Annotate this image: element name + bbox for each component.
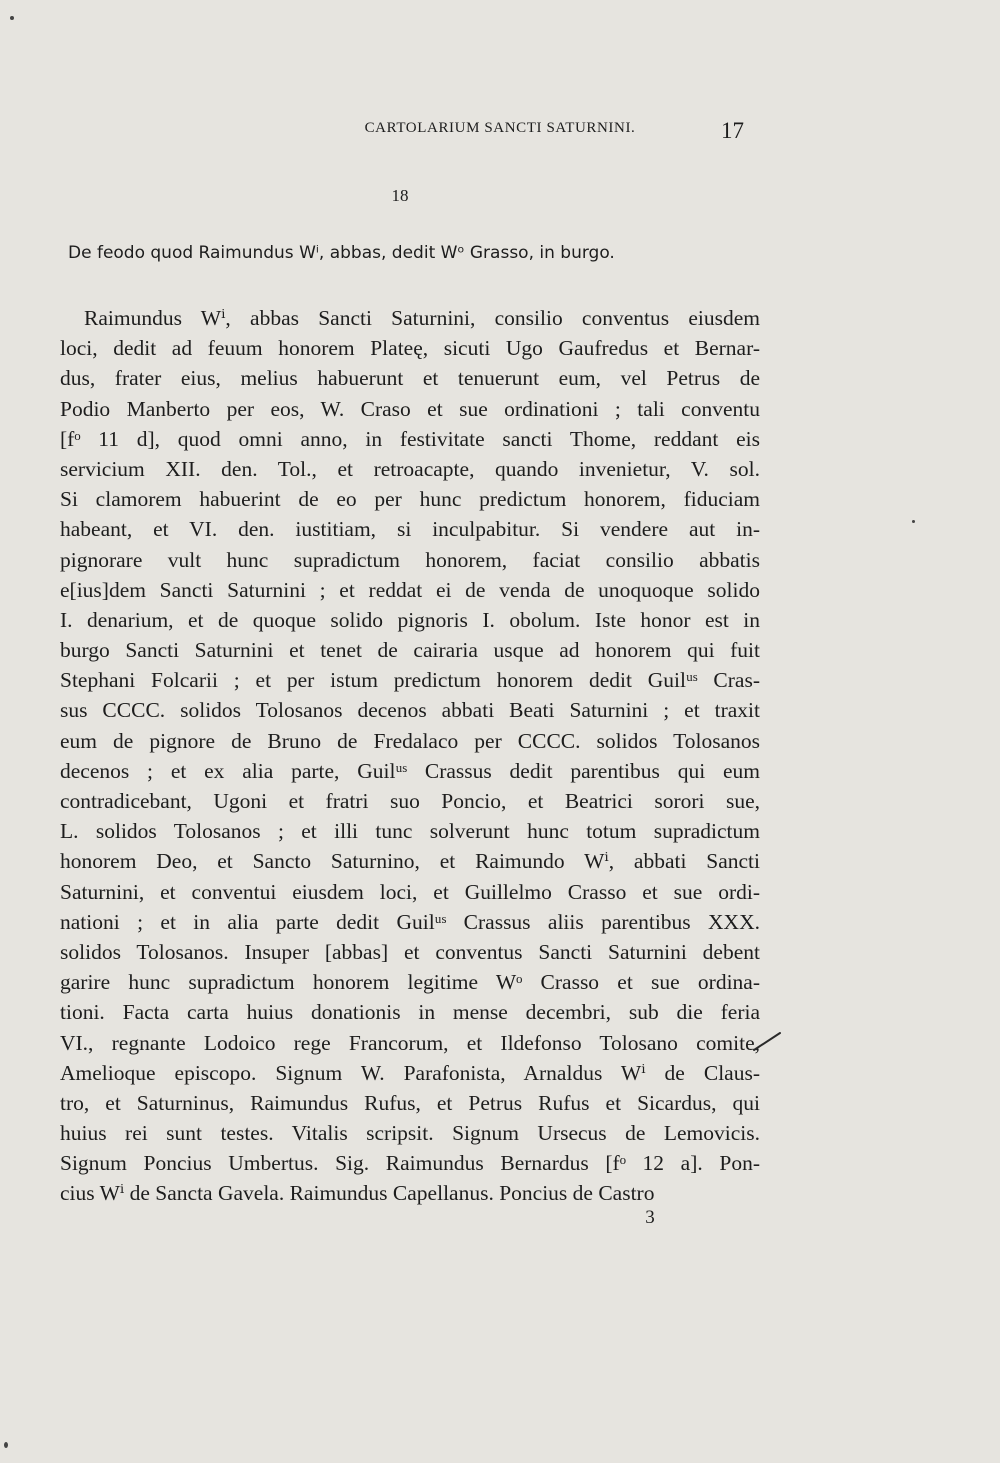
charter-number: 18 [391, 186, 409, 205]
body-line: contradicebant, Ugoni et fratri suo Poncio, et Beatrici sorori sue, [60, 789, 760, 813]
body-line: tioni. Facta carta huius donationis in mense decembri, sub die feria [60, 1000, 760, 1025]
body-line: sus CCCC. solidos Tolosanos decenos abbati Beati Saturnini ; et traxit [60, 698, 760, 723]
body-line: solidos Tolosanos. Insuper [abbas] et conventus Sancti Saturnini debent [60, 939, 760, 964]
body-line: honorem Deo, et Sancto Saturnino, et Raimundo Wⁱ, abbati Sancti [60, 849, 760, 874]
body-line: cius Wⁱ de Sancta Gavela. Raimundus Capellanus. Poncius de Castro [60, 1181, 655, 1206]
body-line: huius rei sunt testes. Vitalis scripsit. Signum Ursecus de Lemovicis. [60, 1121, 760, 1146]
body-line: I. denarium, et de quoque solido pignoris I. obolum. Iste honor est in [60, 607, 760, 632]
body-line: habeant, et VI. den. iustitiam, si inculpabitur. Si vendere aut in- [60, 517, 760, 542]
running-title: CARTOLARIUM SANCTI SATURNINI. [364, 120, 636, 136]
page-number: 17 [721, 118, 744, 143]
body-line: L. solidos Tolosanos ; et illi tunc solverunt hunc totum supradictum [60, 819, 760, 844]
body-line: Amelioque episcopo. Signum W. Parafonista, Arnaldus Wⁱ de Claus- [60, 1060, 760, 1085]
body-line: garire hunc supradictum honorem legitime Wᵒ Crasso et sue ordina- [60, 970, 760, 995]
body-line: nationi ; et in alia parte dedit Guilᵘˢ Crassus aliis parentibus XXX. [60, 909, 760, 934]
body-line: eum de pignore de Bruno de Fredalaco per CCCC. solidos Tolosanos [60, 728, 760, 753]
signature-mark: 3 [645, 1207, 655, 1228]
body-line: [fᵒ 11 d], quod omni anno, in festivitate sancti Thome, reddant eis [60, 426, 760, 451]
ink-speck [912, 520, 915, 523]
body-line: Saturnini, et conventui eiusdem loci, et Guillelmo Crasso et sue ordi- [60, 879, 760, 904]
charter-body [60, 303, 760, 1209]
body-line: e[ius]dem Sancti Saturnini ; et reddat ei de venda de unoquoque solido [60, 577, 760, 602]
charter-heading: De feodo quod Raimundus Wⁱ, abbas, dedit Wᵒ Grasso, in burgo. [68, 243, 615, 263]
body-line: Podio Manberto per eos, W. Craso et sue ordinationi ; tali conventu [60, 396, 760, 421]
body-line: tro, et Saturninus, Raimundus Rufus, et Petrus Rufus et Sicardus, qui [60, 1090, 760, 1115]
body-line: Si clamorem habuerint de eo per hunc predictum honorem, fiduciam [60, 487, 760, 512]
ink-speck [4, 1442, 8, 1448]
body-line: Raimundus Wⁱ, abbas Sancti Saturnini, consilio conventus eiusdem [84, 306, 760, 330]
body-line: servicium XII. den. Tol., et retroacapte, quando invenietur, V. sol. [60, 456, 760, 481]
body-line: loci, dedit ad feuum honorem Plateę, sicuti Ugo Gaufredus et Bernar- [60, 336, 760, 361]
pen-mark-icon [752, 1030, 782, 1054]
body-line: VI., regnante Lodoico rege Francorum, et Ildefonso Tolosano comite, [60, 1030, 760, 1055]
body-line: pignorare vult hunc supradictum honorem, faciat consilio abbatis [60, 547, 760, 572]
body-line: Signum Poncius Umbertus. Sig. Raimundus Bernardus [fᵒ 12 a]. Pon- [60, 1151, 760, 1176]
body-line: Stephani Folcarii ; et per istum predictum honorem dedit Guilᵘˢ Cras- [60, 668, 760, 693]
ink-speck [10, 16, 14, 20]
body-line: decenos ; et ex alia parte, Guilᵘˢ Crassus dedit parentibus qui eum [60, 758, 760, 783]
body-line: dus, frater eius, melius habuerunt et tenuerunt eum, vel Petrus de [60, 366, 760, 391]
body-line: burgo Sancti Saturnini et tenet de cairaria usque ad honorem qui fuit [60, 638, 760, 663]
